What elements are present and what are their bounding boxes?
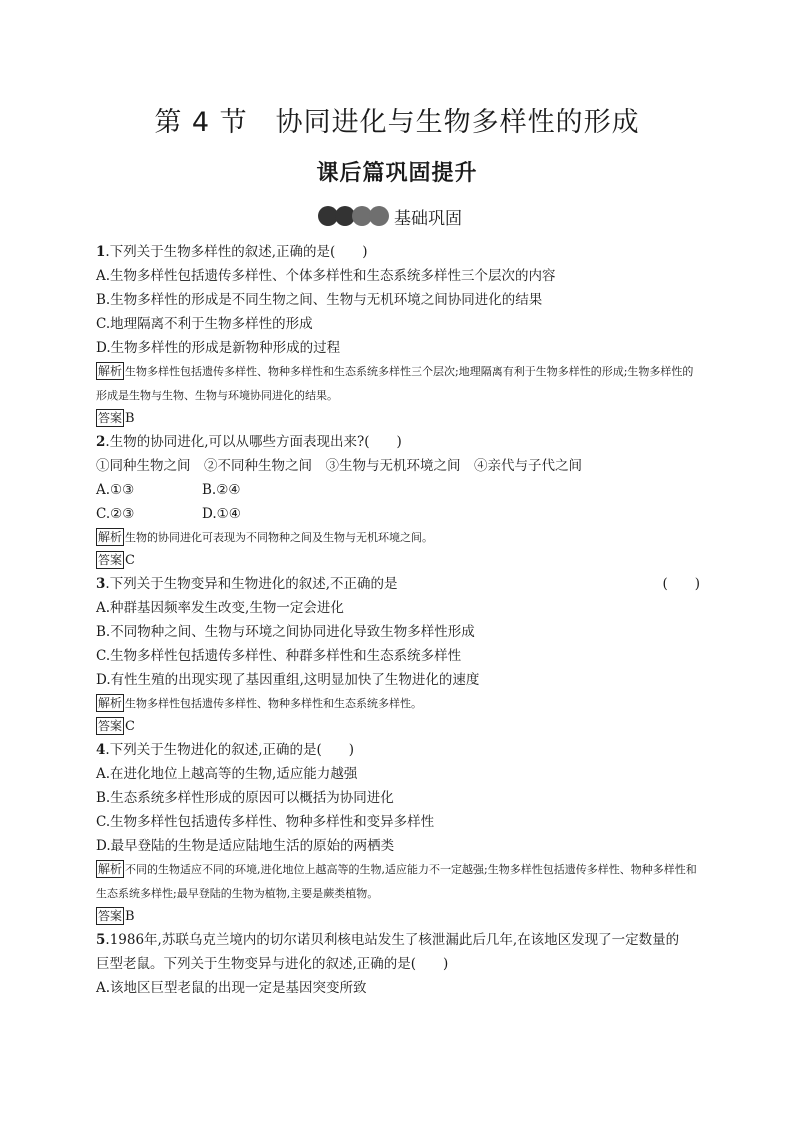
answer-tag: 答案 <box>98 411 123 425</box>
answer-value: C <box>125 553 135 568</box>
option-row <box>96 478 700 502</box>
analysis-tag: 解析 <box>98 530 123 544</box>
answer-tag: 答案 <box>98 719 123 733</box>
option: B.生态系统多样性形成的原因可以概括为协同进化 <box>96 790 394 806</box>
option: D.最早登陆的生物是适应陆地生活的原始的两栖类 <box>96 838 395 854</box>
analysis-block: 解析 不同的生物适应不同的环境,进化地位上越高等的生物,适应能力不一定越强;生物多样性包括遗传多样性、物种多样性和生态系统多样性;最早登陆的生物为植物,主要是蕨类植物。 <box>96 862 697 900</box>
option: D.①④ <box>202 506 241 522</box>
option: C.地理隔离不利于生物多样性的形成 <box>96 316 313 332</box>
answer-line <box>96 408 700 430</box>
question-stem: 1.下列关于生物多样性的叙述,正确的是( ) <box>96 244 368 260</box>
progress-dot-icon <box>369 206 389 226</box>
analysis-block: 解析 生物多样性包括遗传多样性、物种多样性和生态系统多样性三个层次;地理隔离有利于生物多样性的形成;生物多样性的形成是生物与生物、生物与环境协同进化的结果。 <box>96 364 694 402</box>
section-heading <box>318 204 462 228</box>
option: C.生物多样性包括遗传多样性、种群多样性和生态系统多样性 <box>96 648 462 664</box>
question-stem: 3.下列关于生物变异和生物进化的叙述,不正确的是 ( ) <box>96 576 700 592</box>
section-label: 基础巩固 <box>394 208 462 229</box>
question-stem: 5.1986年,苏联乌克兰境内的切尔诺贝利核电站发生了核泄漏此后几年,在该地区发现了一定数量的 <box>96 932 680 948</box>
question-stem: 2.生物的协同进化,可以从哪些方面表现出来?( ) <box>96 434 402 450</box>
answer-value: B <box>125 909 135 924</box>
question-stem-continued: 巨型老鼠。下列关于生物变异与进化的叙述,正确的是( ) <box>96 956 449 972</box>
option-row <box>96 502 700 526</box>
option: A.种群基因频率发生改变,生物一定会进化 <box>96 600 344 616</box>
option: D.有性生殖的出现实现了基因重组,这明显加快了生物进化的速度 <box>96 672 480 688</box>
answer-value: C <box>125 719 135 734</box>
answer-line <box>96 550 700 572</box>
option: A.①③ <box>96 482 135 498</box>
analysis-tag: 解析 <box>98 862 123 876</box>
option: A.该地区巨型老鼠的出现一定是基因突变所致 <box>96 980 367 996</box>
option: C.生物多样性包括遗传多样性、物种多样性和变异多样性 <box>96 814 435 830</box>
option: D.生物多样性的形成是新物种形成的过程 <box>96 340 341 356</box>
option: A.生物多样性包括遗传多样性、个体多样性和生态系统多样性三个层次的内容 <box>96 268 556 284</box>
option: B.生物多样性的形成是不同生物之间、生物与无机环境之间协同进化的结果 <box>96 292 543 308</box>
option: B.不同物种之间、生物与环境之间协同进化导致生物多样性形成 <box>96 624 475 640</box>
question-items: ①同种生物之间 ②不同种生物之间 ③生物与无机环境之间 ④亲代与子代之间 <box>96 458 582 474</box>
analysis-tag: 解析 <box>98 364 123 378</box>
analysis-tag: 解析 <box>98 696 123 710</box>
option: B.②④ <box>202 482 241 498</box>
answer-value: B <box>125 411 135 426</box>
option: C.②③ <box>96 506 135 522</box>
page-title: 第 4 节 协同进化与生物多样性的形成 <box>154 107 640 138</box>
question-stem: 4.下列关于生物进化的叙述,正确的是( ) <box>96 742 355 758</box>
page-subtitle: 课后篇巩固提升 <box>316 161 478 186</box>
answer-line <box>96 906 700 928</box>
answer-tag: 答案 <box>98 909 123 923</box>
question-list <box>96 240 700 1000</box>
answer-tag: 答案 <box>98 553 123 567</box>
analysis-block: 解析 生物的协同进化可表现为不同物种之间及生物与无机环境之间。 <box>98 530 434 544</box>
analysis-block: 解析 生物多样性包括遗传多样性、物种多样性和生态系统多样性。 <box>98 696 423 710</box>
answer-line <box>96 716 700 738</box>
option: A.在进化地位上越高等的生物,适应能力越强 <box>96 766 358 782</box>
